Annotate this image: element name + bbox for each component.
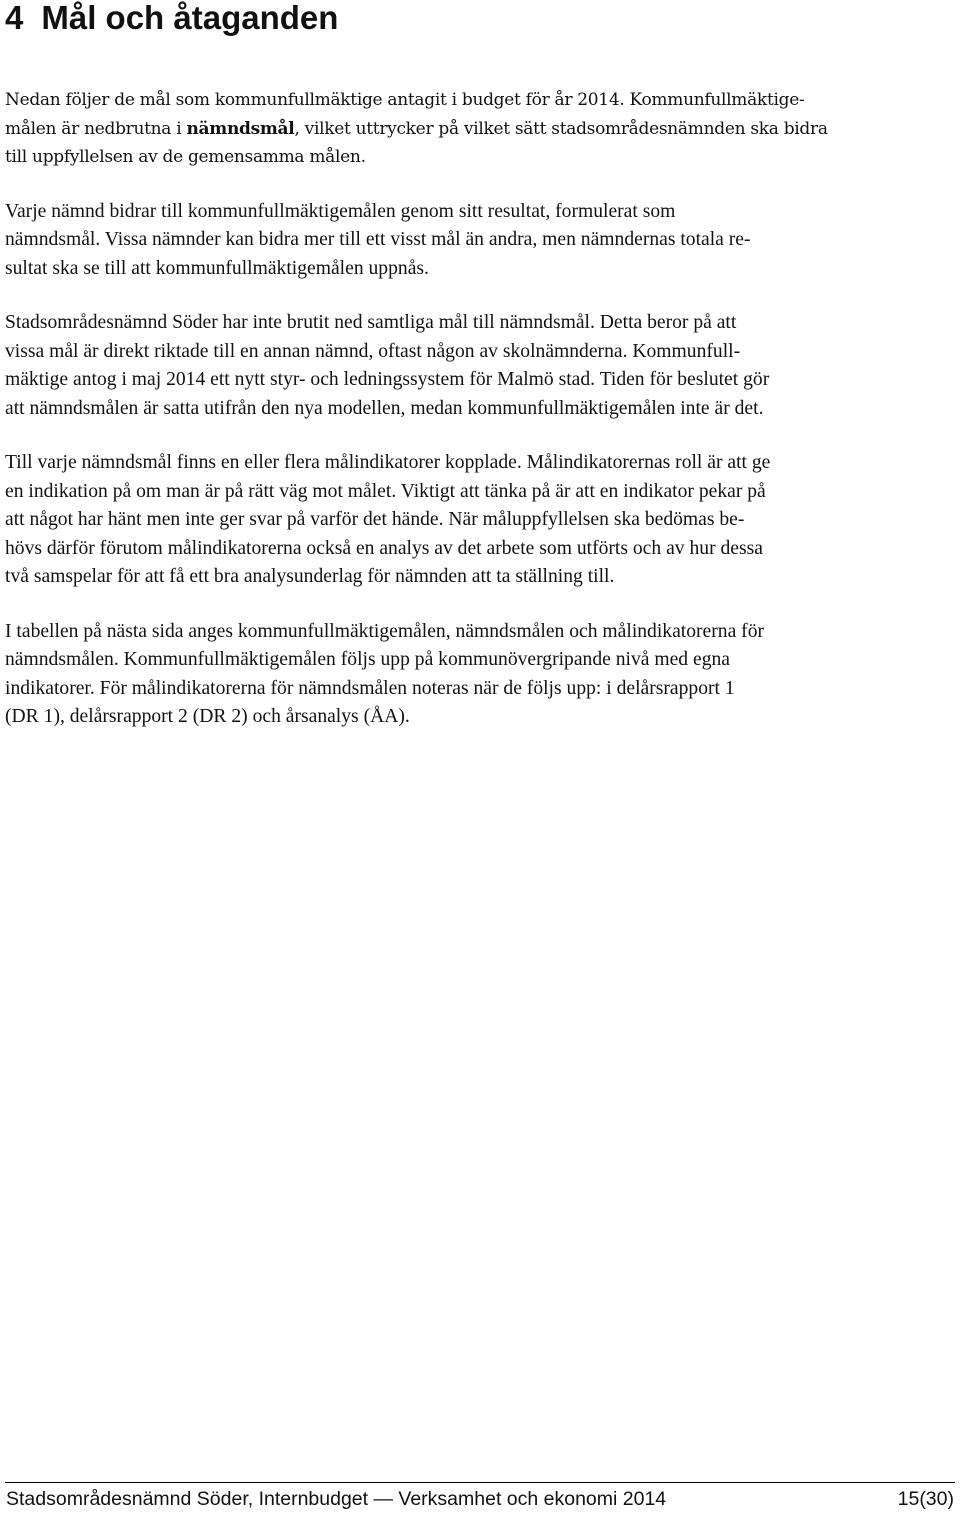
paragraph-line: en indikation på om man är på rätt väg mot målet. Viktigt att tänka på är att en indikator pekar på — [5, 480, 766, 502]
paragraph-contribution — [5, 198, 955, 284]
paragraph-line: mäktige antog i maj 2014 ett nytt styr- och ledningssystem för Malmö stad. Tiden för beslutet gör — [5, 369, 770, 390]
bold-term: nämndsmål — [186, 118, 295, 139]
paragraph-indicators — [5, 449, 955, 592]
footer-page-number: 15(30) — [897, 1488, 954, 1510]
paragraph-line: till uppfyllelsen av de gemensamma målen. — [5, 147, 366, 167]
paragraph-line: hövs därför förutom målindikatorerna också en analys av det arbete som utförts och av hur dessa — [5, 537, 763, 559]
footer-divider — [5, 1482, 955, 1483]
paragraph-line: Till varje nämndsmål finns en eller flera målindikatorer kopplade. Målindikatorernas roll är att ge — [5, 452, 771, 473]
body-text — [5, 86, 955, 758]
paragraph-line: Nedan följer de mål som kommunfullmäktige antagit i budget för år 2014. Kommunfullmäktige- — [5, 90, 805, 110]
paragraph-breakdown — [5, 309, 955, 423]
paragraph-line: (DR 1), delårsrapport 2 (DR 2) och årsanalys (ÅA). — [5, 706, 410, 727]
footer-document-title: Stadsområdesnämnd Söder, Internbudget — Verksamhet och ekonomi 2014 — [6, 1488, 667, 1510]
chapter-number: 4 — [5, 0, 24, 36]
paragraph-line: I tabellen på nästa sida anges kommunfullmäktigemålen, nämndsmålen och målindikatorerna för — [5, 620, 765, 642]
chapter-title: Mål och åtaganden — [41, 0, 339, 36]
paragraph-table-reference — [5, 618, 955, 732]
paragraph-line: två samspelar för att få ett bra analysunderlag för nämnden att ta ställning till. — [5, 566, 615, 587]
paragraph-line: Stadsområdesnämnd Söder har inte brutit ned samtliga mål till nämndsmål. Detta beror på att — [5, 312, 737, 333]
text-run: målen är nedbrutna i — [5, 118, 187, 139]
paragraph-line: sultat ska se till att kommunfullmäktigemålen uppnås. — [5, 257, 429, 279]
chapter-heading — [5, 0, 338, 40]
text-run: , vilket uttrycker på vilket sätt stadsområdesnämnden ska bidra — [294, 118, 828, 139]
paragraph-line: att nämndsmålen är satta utifrån den nya modellen, medan kommunfullmäktigemålen inte är det. — [5, 397, 764, 419]
paragraph-line: att något har hänt men inte ger svar på varför det hände. När måluppfyllelsen ska bedömas be- — [5, 509, 745, 530]
paragraph-line: vissa mål är direkt riktade till en annan nämnd, oftast någon av skolnämnderna. Kommunfull- — [5, 340, 741, 362]
paragraph-line: nämndsmål. Vissa nämnder kan bidra mer till ett visst mål än andra, men nämndernas totala re- — [5, 229, 751, 250]
paragraph-line: nämndsmålen. Kommunfullmäktigemålen följs upp på kommunövergripande nivå med egna — [5, 649, 730, 670]
paragraph-line: Varje nämnd bidrar till kommunfullmäktigemålen genom sitt resultat, formulerat som — [5, 200, 676, 222]
paragraph-line: indikatorer. För målindikatorerna för nämndsmålen noteras när de följs upp: i delårsrapport 1 — [5, 677, 735, 699]
paragraph-intro — [5, 86, 955, 172]
paragraph-line — [5, 115, 955, 144]
